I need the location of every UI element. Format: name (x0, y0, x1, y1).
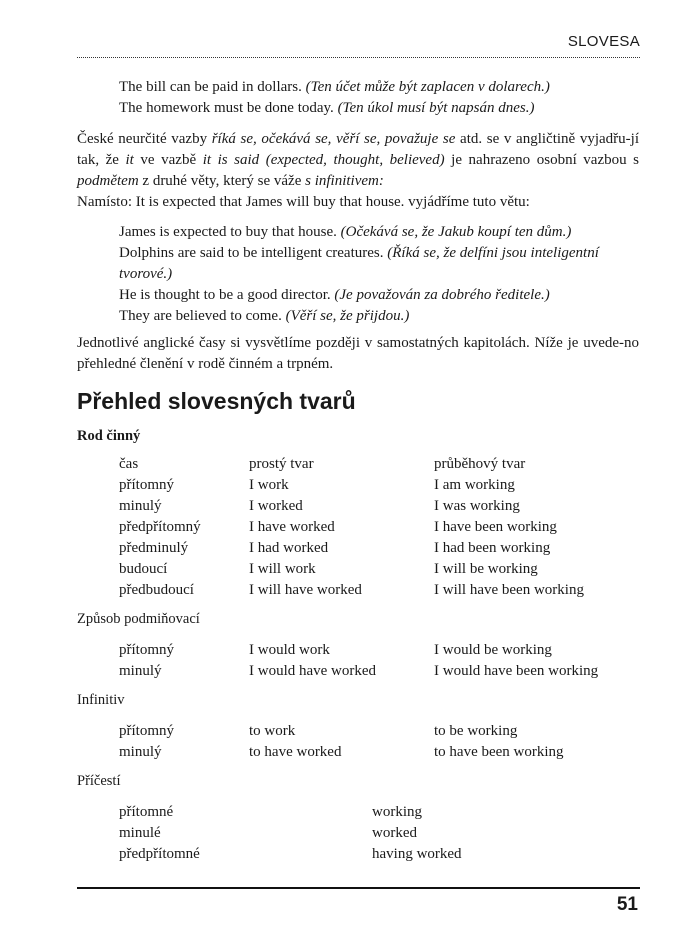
tense-name: budoucí (119, 561, 168, 577)
simple-form: I would work (249, 642, 330, 658)
subsection-pricesti: Příčestí (77, 773, 121, 789)
italic-run: it (125, 152, 134, 168)
italic-run: s infinitivem: (305, 173, 384, 189)
tense-name: přítomný (119, 477, 174, 493)
tense-name: minulý (119, 663, 162, 679)
subsection-rod-cinny: Rod činný (77, 428, 141, 444)
example-czech: (Věří se, že přijdou.) (285, 308, 410, 324)
page-number: 51 (616, 894, 638, 915)
table-header-prosty: prostý tvar (249, 456, 314, 472)
participle-form: worked (372, 825, 417, 841)
continuous-form: I had been working (434, 540, 551, 556)
example-czech: (Říká se, že delfíni jsou inteligentní tvorové.) (119, 245, 599, 282)
continuous-form: I have been working (434, 519, 557, 535)
continuous-form: I am working (434, 477, 515, 493)
tense-name: předpřítomné (119, 846, 200, 862)
example-czech: (Ten úkol musí být napsán dnes.) (337, 100, 535, 116)
subsection-infinitiv: Infinitiv (77, 692, 125, 708)
example-czech: (Očekává se, že Jakub koupí ten dům.) (340, 224, 572, 240)
continuous-form: I will be working (434, 561, 538, 577)
italic-run: it is said (expected, thought, believed) (202, 152, 445, 168)
simple-form: I will have worked (249, 582, 362, 598)
text-run: atd. se v angličtině vyjadřu-jí tak, že (77, 131, 639, 168)
example-english: The homework must be done today. (119, 100, 334, 116)
simple-form: to work (249, 723, 296, 739)
simple-form: I work (249, 477, 289, 493)
continuous-form: I would have been working (434, 663, 599, 679)
continuous-form: to be working (434, 723, 518, 739)
table-header-cas: čas (119, 456, 139, 472)
simple-form: I had worked (249, 540, 329, 556)
table-header-prubehovy: průběhový tvar (434, 456, 526, 472)
tense-name: předbudoucí (119, 582, 194, 598)
italic-run: podmětem (77, 173, 139, 189)
section-heading: Přehled slovesných tvarů (77, 388, 356, 414)
example-sentence (119, 285, 639, 306)
paragraph-namisto: Namísto: It is expected that James will buy that house. vyjádříme tuto větu: (77, 194, 530, 210)
example-sentence (119, 98, 639, 119)
example-czech: (Ten účet může být zaplacen v dolarech.) (305, 79, 550, 95)
text-run: je nahrazeno osobní vazbou s (444, 152, 640, 168)
header-divider (77, 57, 640, 58)
example-sentence (119, 306, 639, 327)
participle-form: having worked (372, 846, 462, 862)
example-english: Dolphins are said to be intelligent creatures. (119, 245, 384, 261)
tense-name: přítomný (119, 723, 174, 739)
subsection-podminovaci: Způsob podmiňovací (77, 611, 200, 627)
tense-name: minulý (119, 744, 162, 760)
simple-form: I will work (249, 561, 316, 577)
example-english: He is thought to be a good director. (119, 287, 331, 303)
example-sentence (119, 77, 639, 98)
continuous-form: I will have been working (434, 582, 584, 598)
simple-form: I have worked (249, 519, 335, 535)
participle-form: working (372, 804, 422, 820)
paragraph-jednotlive-casy: Jednotlivé anglické časy si vysvětlíme později v samostatných kapitolách. Níže je uvede-no přehledné členění v rodě činném a trpném. (77, 335, 639, 372)
continuous-form: to have been working (434, 744, 564, 760)
tense-name: přítomné (119, 804, 174, 820)
continuous-form: I would be working (434, 642, 552, 658)
continuous-form: I was working (434, 498, 520, 514)
example-english: The bill can be paid in dollars. (119, 79, 302, 95)
paragraph-neurcite-vazby (77, 129, 639, 192)
example-english: James is expected to buy that house. (119, 224, 337, 240)
simple-form: I would have worked (249, 663, 377, 679)
tense-name: minulý (119, 498, 162, 514)
italic-run: říká se, očekává se, věří se, považuje se (211, 131, 456, 147)
tense-name: přítomný (119, 642, 174, 658)
running-header: SLOVESA (567, 33, 640, 50)
simple-form: I worked (249, 498, 303, 514)
tense-name: minulé (119, 825, 161, 841)
tense-name: předminulý (119, 540, 189, 556)
text-run: z druhé věty, který se váže (138, 173, 306, 189)
footer-rule (77, 887, 640, 889)
example-sentence (119, 222, 639, 243)
tense-name: předpřítomný (119, 519, 201, 535)
text-run: ve vazbě (133, 152, 203, 168)
example-czech: (Je považován za dobrého ředitele.) (334, 287, 550, 303)
text-run: České neurčité vazby (77, 131, 212, 147)
simple-form: to have worked (249, 744, 342, 760)
example-english: They are believed to come. (119, 308, 282, 324)
example-sentence (119, 243, 639, 285)
